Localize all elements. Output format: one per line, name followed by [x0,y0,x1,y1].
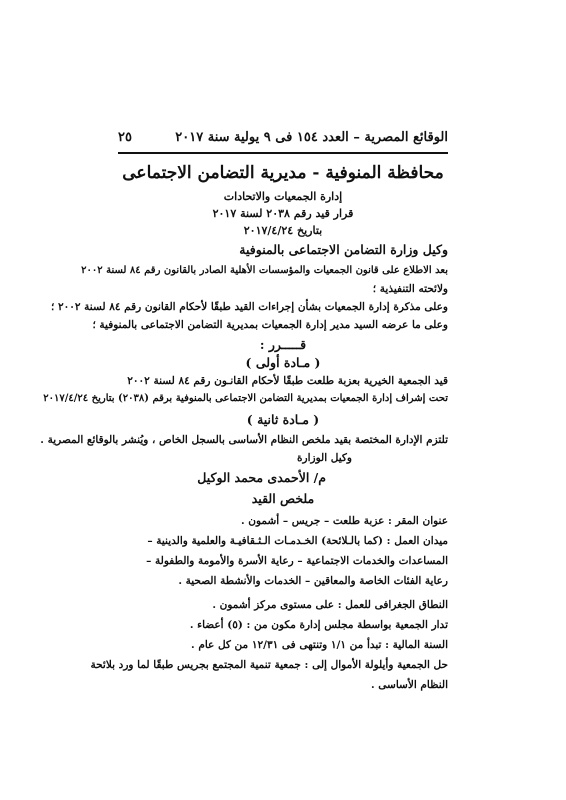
preamble-line-2: ولائحته التنفيذية ؛ [372,283,448,295]
page-number: ٢٥ [118,130,132,145]
article-2-heading: ( مـادة ثانية ) [246,412,320,427]
preamble-line-3: وعلى مذكرة إدارة الجمعيات بشأن إجراءات القيد طبقًا لأحكام القانون رقم ٨٤ لسنة ٢٠٠٢ ؛ [50,301,448,313]
summary-line-2: ميدان العمل : (كما بالـلائحة) الخـدمـات الـثـقافيـة والعلمية والدينية – [147,535,448,547]
department-name: إدارة الجمعيات والاتحادات [223,190,343,203]
document-title: محافظة المنوفية - مديرية التضامن الاجتماعى [122,163,444,183]
decision-date: بتاريخ ٢٠١٧/٤/٢٤ [243,224,323,237]
decision-number: قرار قيد رقم ٢٠٣٨ لسنة ٢٠١٧ [212,207,354,220]
signatory-name: م/ الأحمدى محمد الوكيل [197,470,326,485]
article-2-text: تلتزم الإدارة المختصة بقيد ملخص النظام الأساسى بالسجل الخاص ، ويُنشر بالوقائع المصرية . [40,434,448,446]
summary-heading: ملخص القيد [251,491,315,506]
summary-line-3: المساعدات والخدمات الاجتماعية – رعاية الأسرة والأمومة والطفولة – [146,555,448,567]
gazette-header-title: الوقائع المصرية – العدد ١٥٤ فى ٩ يولية سنة ٢٠١٧ [175,130,448,145]
page-header [118,130,448,152]
summary-line-8: حل الجمعية وأيلولة الأموال إلى : جمعية تنمية المجتمع بجريس طبقًا لما ورد بلائحة [90,659,448,671]
preamble-line-4: وعلى ما عرضه السيد مدير إدارة الجمعيات بمديرية التضامن الاجتماعى بالمنوفية ؛ [92,319,448,331]
article-1-line-1: قيد الجمعية الخيرية بعزبة طلعت طبقًا لأحكام القانـون رقم ٨٤ لسنة ٢٠٠٢ [127,375,448,387]
preamble-line-1: بعد الاطلاع على قانون الجمعيات والمؤسسات الأهلية الصادر بالقانون رقم ٨٤ لسنة ٢٠٠٢ [81,265,448,276]
summary-line-6: تدار الجمعية بواسطة مجلس إدارة مكون من : (٥) أعضاء . [189,619,448,631]
issuer-line: وكيل وزارة التضامن الاجتماعى بالمنوفية [239,242,448,257]
article-1-heading: ( مـادة أولى ) [245,355,321,370]
summary-line-1: عنوان المقر : عزبة طلعت – جريس – أشمون . [240,515,448,527]
article-1-line-2: تحت إشراف إدارة الجمعيات بمديرية التضامن الاجتماعى بالمنوفية برقم (٢٠٣٨) بتاريخ ٢٠١٧/٤/٢٤ [43,393,448,404]
summary-line-9: النظام الأساسى . [370,679,448,691]
decides-heading: قـــــرر : [259,337,307,352]
header-divider [118,152,448,154]
summary-line-7: السنة المالية : تبدأ من ١/١ وتنتهى فى ١٢/٣١ من كل عام . [191,639,448,651]
summary-line-4: رعاية الفئات الخاصة والمعاقين – الخدمات والأنشطة الصحية . [178,575,448,587]
signatory-title: وكيل الوزارة [297,452,352,464]
summary-line-5: النطاق الجغرافى للعمل : على مستوى مركز أشمون . [212,599,448,611]
